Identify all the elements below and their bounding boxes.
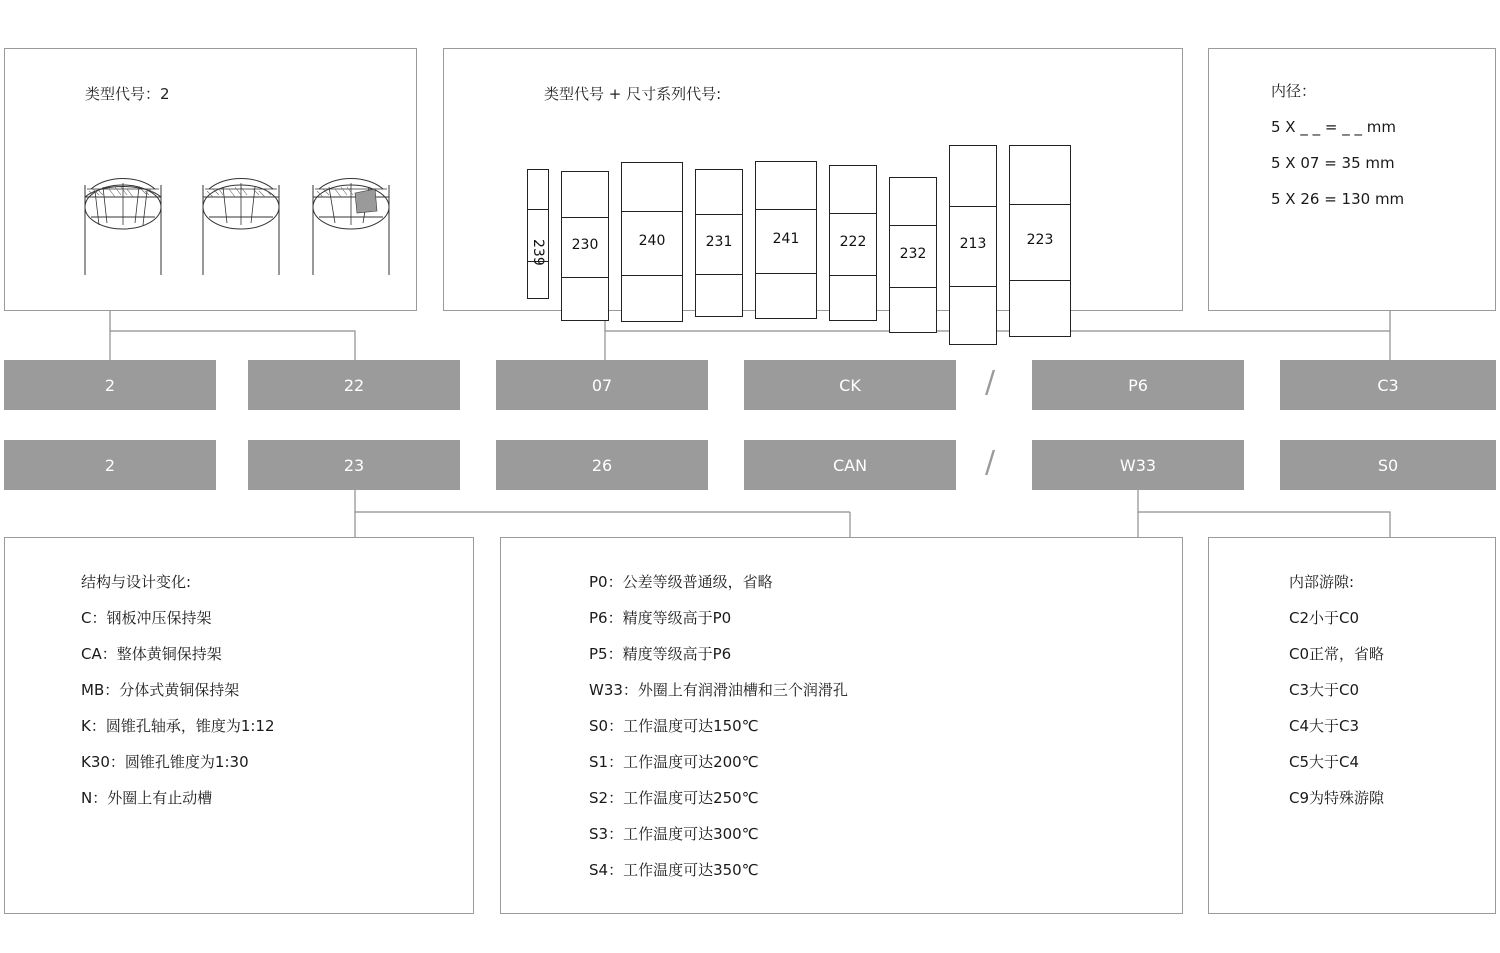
design-line-5: K30：圆锥孔锥度为1:30 (81, 753, 249, 771)
code-cell-r1c4[interactable]: CK (744, 360, 956, 410)
code-cell-r1c3[interactable]: 07 (496, 360, 708, 410)
series-label-232: 232 (899, 246, 927, 262)
panel-clearance (1208, 537, 1496, 914)
panel-bore-title: 内径： (1271, 82, 1317, 100)
code-cell-r1c1[interactable]: 2 (4, 360, 216, 410)
panel-series-code-title: 类型代号 + 尺寸系列代号: (544, 85, 722, 103)
series-label-223: 223 (1026, 232, 1054, 248)
separator-slash-2: / (985, 445, 996, 480)
bearing-illustration-3 (305, 145, 397, 275)
series-label-240: 240 (638, 233, 666, 249)
code-cell-r2c5[interactable]: W33 (1032, 440, 1244, 490)
bearing-illustration-1 (77, 145, 169, 275)
clearance-line-3: C3大于C0 (1289, 681, 1360, 699)
panel-clearance-content (1289, 564, 1384, 816)
code-cell-r1c6[interactable]: C3 (1280, 360, 1496, 410)
panel-tolerance-content (589, 564, 848, 888)
tolerance-line-3: P5：精度等级高于P6 (589, 645, 732, 663)
tolerance-line-9: S4：工作温度可达350℃ (589, 861, 759, 879)
tolerance-line-4: W33：外圈上有润滑油槽和三个润滑孔 (589, 681, 848, 699)
code-cell-r2c4[interactable]: CAN (744, 440, 956, 490)
series-label-213: 213 (959, 236, 987, 252)
code-cell-r1c2[interactable]: 22 (248, 360, 460, 410)
series-label-231: 231 (705, 234, 733, 250)
design-line-2: CA：整体黄铜保持架 (81, 645, 222, 663)
separator-slash-1: / (985, 365, 996, 400)
panel-clearance-title: 内部游隙: (1289, 573, 1355, 591)
panel-type-code (4, 48, 417, 311)
code-cell-r2c3[interactable]: 26 (496, 440, 708, 490)
clearance-line-1: C2小于C0 (1289, 609, 1360, 627)
code-cell-r2c1[interactable]: 2 (4, 440, 216, 490)
code-cell-r2c2[interactable]: 23 (248, 440, 460, 490)
panel-design (4, 537, 474, 914)
panel-series-code (443, 48, 1183, 311)
tolerance-line-2: P6：精度等级高于P0 (589, 609, 732, 627)
series-label-239: 239 (530, 238, 546, 266)
clearance-line-4: C4大于C3 (1289, 717, 1360, 735)
clearance-line-5: C5大于C4 (1289, 753, 1360, 771)
tolerance-line-6: S1：工作温度可达200℃ (589, 753, 759, 771)
design-line-3: MB：分体式黄铜保持架 (81, 681, 240, 699)
code-cell-r2c6[interactable]: S0 (1280, 440, 1496, 490)
tolerance-line-5: S0：工作温度可达150℃ (589, 717, 759, 735)
design-line-1: C：钢板冲压保持架 (81, 609, 212, 627)
tolerance-line-8: S3：工作温度可达300℃ (589, 825, 759, 843)
bore-line-2: 5 X 07 = 35 mm (1271, 154, 1395, 172)
panel-bore (1208, 48, 1496, 311)
panel-type-code-title: 类型代号：2 (85, 85, 170, 103)
clearance-line-6: C9为特殊游隙 (1289, 789, 1385, 807)
series-box-group (444, 49, 1184, 312)
tolerance-line-7: S2：工作温度可达250℃ (589, 789, 759, 807)
bore-line-3: 5 X 26 = 130 mm (1271, 190, 1405, 208)
code-cell-r1c5[interactable]: P6 (1032, 360, 1244, 410)
series-label-222: 222 (839, 234, 867, 250)
panel-tolerance (500, 537, 1183, 914)
series-label-241: 241 (772, 231, 800, 247)
panel-design-title: 结构与设计变化: (81, 573, 192, 591)
panel-bore-content (1271, 73, 1404, 217)
series-label-230: 230 (571, 237, 599, 253)
design-line-6: N：外圈上有止动槽 (81, 789, 213, 807)
bore-line-1: 5 X _ _ = _ _ mm (1271, 118, 1396, 136)
bearing-illustration-2 (195, 145, 287, 275)
design-line-4: K：圆锥孔轴承，锥度为1:12 (81, 717, 275, 735)
panel-design-content (81, 564, 275, 816)
clearance-line-2: C0正常，省略 (1289, 645, 1385, 663)
tolerance-line-1: P0：公差等级普通级，省略 (589, 573, 773, 591)
